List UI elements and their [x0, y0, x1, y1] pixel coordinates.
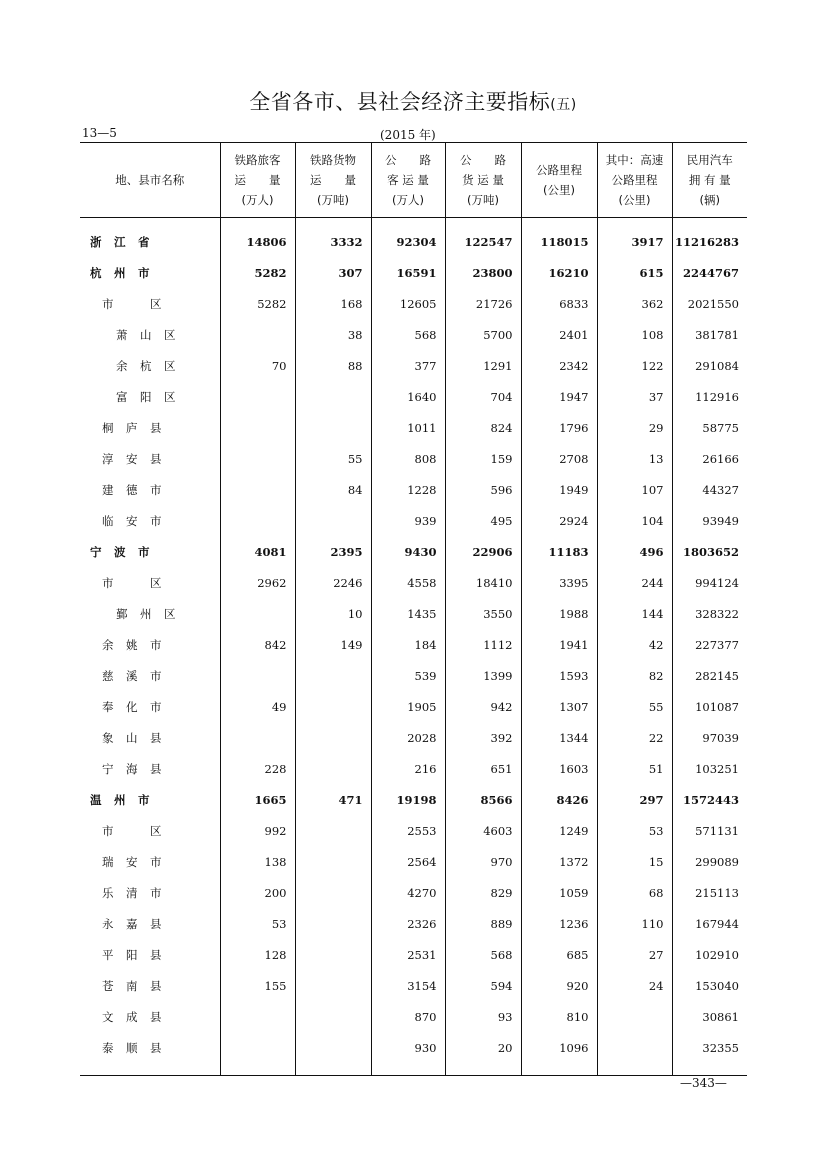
table-cell: 92304	[371, 226, 445, 257]
table-cell: 870	[371, 1001, 445, 1032]
table-cell: 3395	[521, 567, 597, 598]
table-cell: 53	[220, 908, 295, 939]
table-cell: 2326	[371, 908, 445, 939]
table-cell: 1572443	[682, 792, 739, 807]
table-cell	[295, 412, 371, 443]
table-cell: 37	[597, 381, 672, 412]
spacer-cell	[597, 218, 672, 227]
table-row	[80, 443, 747, 474]
table-cell: 810	[521, 1001, 597, 1032]
table-row	[80, 536, 747, 567]
region-name: 永 嘉 县	[80, 908, 220, 939]
column-header	[597, 143, 672, 218]
table-cell	[220, 1001, 295, 1032]
column-header-line1: 民用汽车	[686, 153, 733, 167]
table-cell: 44327	[702, 482, 739, 497]
table-cell: 58775	[702, 420, 739, 435]
bottom-cell	[295, 1063, 371, 1076]
table-cell: 2395	[295, 536, 371, 567]
table-cell: 1372	[521, 846, 597, 877]
table-cell: 994124	[695, 575, 739, 590]
column-header	[445, 143, 521, 218]
table-header-row	[80, 143, 747, 218]
spacer-cell	[80, 218, 220, 227]
table-cell	[220, 505, 295, 536]
table-cell: 2342	[521, 350, 597, 381]
table-row	[80, 939, 747, 970]
table-cell: 3332	[295, 226, 371, 257]
region-name: 市 区	[80, 815, 220, 846]
region-name: 市 区	[80, 567, 220, 598]
table-cell: 1603	[521, 753, 597, 784]
table-cell: 704	[445, 381, 521, 412]
column-header-line3: (万人)	[392, 193, 424, 207]
table-cell: 155	[220, 970, 295, 1001]
table-cell	[597, 1032, 672, 1063]
table-cell	[220, 319, 295, 350]
column-header-line3: (公里)	[618, 193, 651, 207]
table-cell: 4081	[220, 536, 295, 567]
page-title	[0, 86, 826, 116]
table-row	[80, 970, 747, 1001]
table-code: 13—5	[82, 126, 117, 140]
spacer-cell	[521, 218, 597, 227]
column-header-line1: 其中：高速	[605, 153, 664, 167]
table-cell	[597, 1001, 672, 1032]
region-name: 萧 山 区	[80, 319, 220, 350]
table-row	[80, 660, 747, 691]
table-cell: 297	[597, 784, 672, 815]
bottom-cell	[672, 1063, 747, 1076]
bottom-cell	[521, 1063, 597, 1076]
table-body	[80, 218, 747, 1076]
page-number: —343—	[680, 1076, 727, 1090]
region-name: 乐 清 市	[80, 877, 220, 908]
region-name: 文 成 县	[80, 1001, 220, 1032]
table-cell: 102910	[695, 947, 739, 962]
table-cell: 2028	[371, 722, 445, 753]
table-year: (2015 年)	[380, 128, 436, 142]
table-cell: 615	[597, 257, 672, 288]
table-cell: 200	[220, 877, 295, 908]
region-name: 临 安 市	[80, 505, 220, 536]
column-header-line1: 地、县市名称	[115, 173, 185, 187]
table-cell: 1112	[445, 629, 521, 660]
table-cell: 1399	[445, 660, 521, 691]
region-name: 慈 溪 市	[80, 660, 220, 691]
table-cell: 16210	[521, 257, 597, 288]
table-cell	[220, 722, 295, 753]
table-cell	[295, 753, 371, 784]
table-cell	[295, 939, 371, 970]
table-cell: 1796	[521, 412, 597, 443]
table-cell: 38	[295, 319, 371, 350]
table-cell: 103251	[695, 761, 739, 776]
table-cell: 2924	[521, 505, 597, 536]
table-cell	[220, 381, 295, 412]
column-header-line3: (万吨)	[317, 193, 349, 207]
table-cell: 1291	[445, 350, 521, 381]
table-cell	[295, 970, 371, 1001]
region-name: 建 德 市	[80, 474, 220, 505]
table-cell: 10	[295, 598, 371, 629]
table-cell: 824	[445, 412, 521, 443]
table-cell: 1803652	[682, 544, 739, 559]
table-cell: 9430	[371, 536, 445, 567]
table-cell: 112916	[695, 389, 739, 404]
table-cell: 299089	[695, 854, 739, 869]
table-cell: 68	[597, 877, 672, 908]
table-cell	[295, 815, 371, 846]
table-cell: 27	[597, 939, 672, 970]
table-cell: 1249	[521, 815, 597, 846]
table-cell: 4270	[371, 877, 445, 908]
table-cell: 596	[445, 474, 521, 505]
table-cell: 138	[220, 846, 295, 877]
region-name: 浙 江 省	[80, 226, 220, 257]
table-cell: 153040	[695, 978, 739, 993]
table-cell: 1236	[521, 908, 597, 939]
table-cell: 942	[445, 691, 521, 722]
table-row	[80, 1001, 747, 1032]
table-cell: 2553	[371, 815, 445, 846]
table-cell: 381781	[695, 327, 739, 342]
spacer-cell	[672, 218, 747, 227]
column-header-line2: 拥 有 量	[688, 173, 731, 187]
region-name: 奉 化 市	[80, 691, 220, 722]
table-cell: 2962	[220, 567, 295, 598]
table-cell: 93	[445, 1001, 521, 1032]
table-cell: 13	[597, 443, 672, 474]
table-row	[80, 288, 747, 319]
spacer-cell	[220, 218, 295, 227]
table-cell: 970	[445, 846, 521, 877]
column-header-line2: 公路里程	[611, 173, 658, 187]
column-header	[672, 143, 747, 218]
table-cell: 1665	[220, 784, 295, 815]
table-cell: 1988	[521, 598, 597, 629]
table-cell: 8426	[521, 784, 597, 815]
table-cell: 19198	[371, 784, 445, 815]
region-name: 市 区	[80, 288, 220, 319]
column-header-line2: 运 量	[310, 173, 356, 187]
column-header-line3: (万人)	[241, 193, 274, 207]
table-cell: 568	[445, 939, 521, 970]
table-cell	[295, 1032, 371, 1063]
table-cell	[220, 1032, 295, 1063]
indicator-table	[80, 142, 747, 1076]
column-header-line2: 运 量	[234, 173, 281, 187]
column-header	[80, 143, 220, 218]
table-cell: 920	[521, 970, 597, 1001]
table-cell: 3550	[445, 598, 521, 629]
table-cell	[295, 877, 371, 908]
region-name: 泰 顺 县	[80, 1032, 220, 1063]
table-cell: 1059	[521, 877, 597, 908]
table-cell	[220, 598, 295, 629]
table-cell: 1947	[521, 381, 597, 412]
column-header-line1: 公 路	[385, 153, 431, 167]
table-cell: 168	[295, 288, 371, 319]
table-cell: 8566	[445, 784, 521, 815]
table-cell: 149	[295, 629, 371, 660]
table-cell: 992	[220, 815, 295, 846]
table-cell: 23800	[445, 257, 521, 288]
table-cell: 685	[521, 939, 597, 970]
region-name: 杭 州 市	[80, 257, 220, 288]
table-row	[80, 505, 747, 536]
table-cell	[220, 660, 295, 691]
table-cell: 101087	[695, 699, 739, 714]
table-cell	[295, 505, 371, 536]
table-cell: 2708	[521, 443, 597, 474]
table-cell: 32355	[702, 1040, 739, 1055]
table-cell: 55	[295, 443, 371, 474]
spacer-cell	[445, 218, 521, 227]
table-cell: 6833	[521, 288, 597, 319]
table-cell: 1228	[371, 474, 445, 505]
table-cell: 1941	[521, 629, 597, 660]
region-name: 余 姚 市	[80, 629, 220, 660]
table-cell: 829	[445, 877, 521, 908]
table-cell: 1307	[521, 691, 597, 722]
table-row	[80, 381, 747, 412]
table-cell: 122	[597, 350, 672, 381]
region-name: 宁 海 县	[80, 753, 220, 784]
bottom-cell	[445, 1063, 521, 1076]
table-cell: 328322	[695, 606, 739, 621]
table-cell: 108	[597, 319, 672, 350]
region-name: 苍 南 县	[80, 970, 220, 1001]
table-cell	[295, 1001, 371, 1032]
spacer-cell	[371, 218, 445, 227]
table-cell	[295, 722, 371, 753]
table-cell: 1640	[371, 381, 445, 412]
table-cell: 55	[597, 691, 672, 722]
table-cell: 5700	[445, 319, 521, 350]
table-cell: 184	[371, 629, 445, 660]
table-row	[80, 412, 747, 443]
table-cell: 1096	[521, 1032, 597, 1063]
table-cell: 808	[371, 443, 445, 474]
title-text: 全省各市、县社会经济主要指标	[249, 90, 551, 114]
column-header-line3: (公里)	[543, 183, 575, 197]
table-cell: 144	[597, 598, 672, 629]
region-name: 瑞 安 市	[80, 846, 220, 877]
table-cell: 16591	[371, 257, 445, 288]
table-cell	[295, 381, 371, 412]
table-row	[80, 784, 747, 815]
table-cell: 82	[597, 660, 672, 691]
table-cell: 889	[445, 908, 521, 939]
column-header-line1: 铁路旅客	[234, 153, 281, 167]
table-cell: 1593	[521, 660, 597, 691]
table-row	[80, 319, 747, 350]
table-cell: 3154	[371, 970, 445, 1001]
table-cell: 594	[445, 970, 521, 1001]
table-cell: 842	[220, 629, 295, 660]
table-cell: 651	[445, 753, 521, 784]
table-cell: 49	[220, 691, 295, 722]
table-cell: 159	[445, 443, 521, 474]
table-cell: 22	[597, 722, 672, 753]
table-cell: 228	[220, 753, 295, 784]
table-cell	[295, 908, 371, 939]
table-row	[80, 722, 747, 753]
table-cell: 377	[371, 350, 445, 381]
column-header-line1: 公 路	[460, 153, 506, 167]
table-cell: 97039	[702, 730, 739, 745]
column-header	[371, 143, 445, 218]
table-cell: 20	[445, 1032, 521, 1063]
table-cell	[295, 660, 371, 691]
region-name: 鄞 州 区	[80, 598, 220, 629]
table-cell: 15	[597, 846, 672, 877]
table-cell: 2246	[295, 567, 371, 598]
bottom-cell	[371, 1063, 445, 1076]
spacer-row	[80, 218, 747, 227]
table-cell: 14806	[220, 226, 295, 257]
table-row	[80, 877, 747, 908]
table-cell: 51	[597, 753, 672, 784]
column-header-line1: 铁路货物	[310, 153, 356, 167]
region-name: 富 阳 区	[80, 381, 220, 412]
table-cell	[220, 443, 295, 474]
table-cell	[295, 691, 371, 722]
table-cell: 307	[295, 257, 371, 288]
table-cell: 3917	[597, 226, 672, 257]
table-cell: 107	[597, 474, 672, 505]
table-cell: 2021550	[687, 296, 739, 311]
table-cell: 22906	[445, 536, 521, 567]
table-cell: 2244767	[682, 265, 739, 280]
table-cell: 495	[445, 505, 521, 536]
table-cell: 12605	[371, 288, 445, 319]
table-cell: 216	[371, 753, 445, 784]
table-cell: 1011	[371, 412, 445, 443]
table-cell	[220, 474, 295, 505]
table-cell: 4603	[445, 815, 521, 846]
table-cell: 110	[597, 908, 672, 939]
bottom-cell	[597, 1063, 672, 1076]
table-cell: 88	[295, 350, 371, 381]
table-cell: 1905	[371, 691, 445, 722]
table-cell: 2531	[371, 939, 445, 970]
table-row	[80, 629, 747, 660]
table-cell: 571131	[695, 823, 739, 838]
table-row	[80, 908, 747, 939]
table-cell	[295, 846, 371, 877]
table-cell: 93949	[702, 513, 739, 528]
bottom-cell	[220, 1063, 295, 1076]
table-row	[80, 753, 747, 784]
table-cell: 392	[445, 722, 521, 753]
column-header-line3: (辆)	[699, 193, 720, 207]
table-cell: 1435	[371, 598, 445, 629]
table-cell: 1344	[521, 722, 597, 753]
region-name: 温 州 市	[80, 784, 220, 815]
table-cell: 362	[597, 288, 672, 319]
region-name: 淳 安 县	[80, 443, 220, 474]
table-cell: 21726	[445, 288, 521, 319]
table-cell: 227377	[695, 637, 739, 652]
column-header	[295, 143, 371, 218]
table-cell: 215113	[695, 885, 739, 900]
table-row	[80, 350, 747, 381]
table-cell: 244	[597, 567, 672, 598]
title-suffix: (五)	[550, 97, 577, 113]
table-cell: 24	[597, 970, 672, 1001]
table-cell: 30861	[702, 1009, 739, 1024]
column-header-line3: (万吨)	[467, 193, 499, 207]
column-header	[220, 143, 295, 218]
table-cell: 29	[597, 412, 672, 443]
table-cell: 104	[597, 505, 672, 536]
region-name: 余 杭 区	[80, 350, 220, 381]
column-header-line2: 客 运 量	[387, 173, 429, 187]
column-header-line1: 公路里程	[536, 163, 582, 177]
table-row	[80, 691, 747, 722]
table-cell: 291084	[695, 358, 739, 373]
bottom-cell	[80, 1063, 220, 1076]
table-row	[80, 815, 747, 846]
spacer-cell	[295, 218, 371, 227]
table-row	[80, 1032, 747, 1063]
table-cell: 2564	[371, 846, 445, 877]
table-row	[80, 257, 747, 288]
bottom-row	[80, 1063, 747, 1076]
table-cell: 568	[371, 319, 445, 350]
table-row	[80, 567, 747, 598]
column-header	[521, 143, 597, 218]
table-cell: 42	[597, 629, 672, 660]
table-cell: 128	[220, 939, 295, 970]
table-cell: 122547	[445, 226, 521, 257]
table-cell: 1949	[521, 474, 597, 505]
table-cell: 471	[295, 784, 371, 815]
region-name: 平 阳 县	[80, 939, 220, 970]
table-cell: 5282	[220, 257, 295, 288]
table-cell: 84	[295, 474, 371, 505]
table-cell: 939	[371, 505, 445, 536]
table-cell: 539	[371, 660, 445, 691]
table-cell: 53	[597, 815, 672, 846]
table-cell: 2401	[521, 319, 597, 350]
table-cell: 167944	[695, 916, 739, 931]
region-name: 宁 波 市	[80, 536, 220, 567]
table-row	[80, 226, 747, 257]
table-row	[80, 598, 747, 629]
table-cell: 11183	[521, 536, 597, 567]
table-cell: 282145	[695, 668, 739, 683]
table-cell: 5282	[220, 288, 295, 319]
table-row	[80, 474, 747, 505]
table-cell: 18410	[445, 567, 521, 598]
column-header-line2: 货 运 量	[462, 173, 504, 187]
table-cell	[220, 412, 295, 443]
table-cell: 118015	[521, 226, 597, 257]
table-cell: 11216283	[674, 234, 739, 249]
region-name: 桐 庐 县	[80, 412, 220, 443]
region-name: 象 山 县	[80, 722, 220, 753]
table-row	[80, 846, 747, 877]
table-cell: 26166	[702, 451, 739, 466]
table-cell: 930	[371, 1032, 445, 1063]
table-cell: 496	[597, 536, 672, 567]
table-cell: 70	[220, 350, 295, 381]
table-cell: 4558	[371, 567, 445, 598]
